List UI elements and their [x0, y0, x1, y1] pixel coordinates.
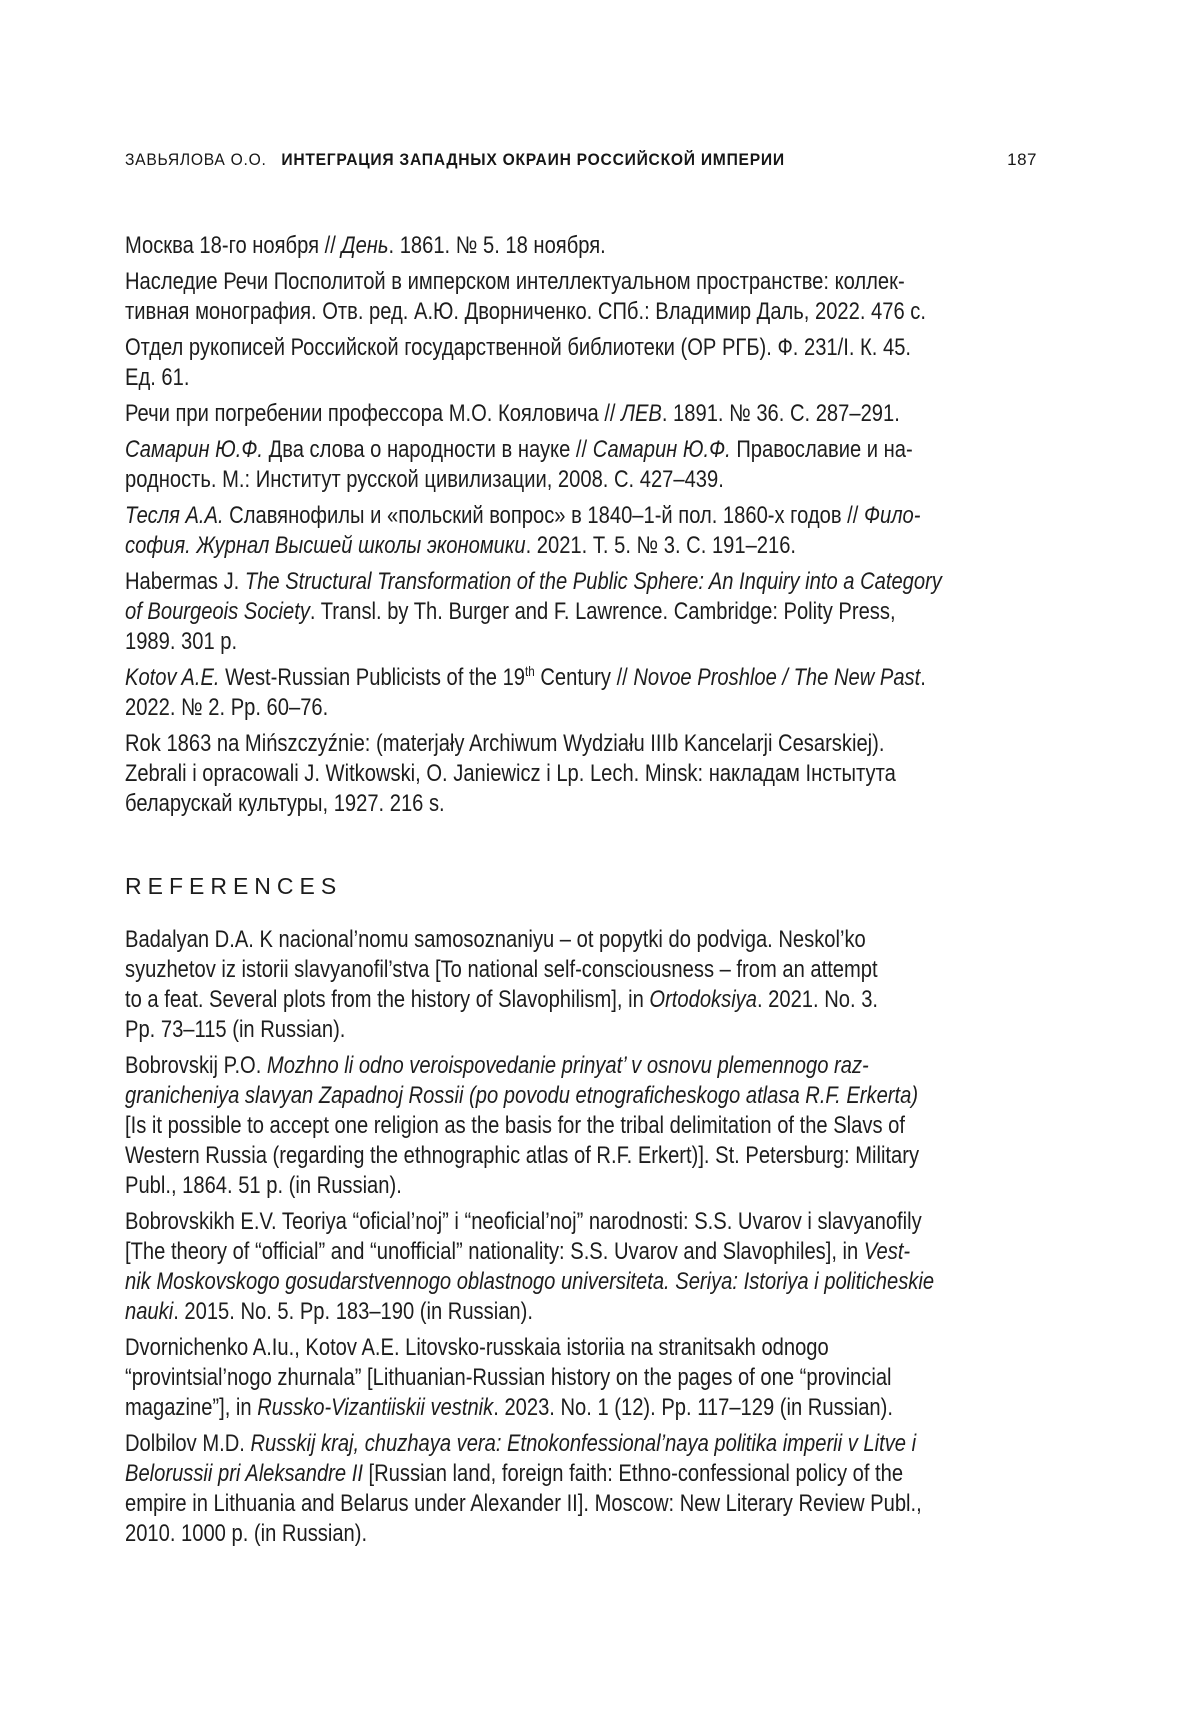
references-list [125, 925, 1037, 1549]
reference-entry: Kotov A.E. West-Russian Publicists of the 19th Century // Novoe Proshloe / The New Past. 2022. № 2. Pp. 60–76. [125, 663, 926, 721]
bibliography-list [125, 231, 1037, 819]
reference-entry: Bobrovskij P.O. Mozhno li odno veroispovedanie prinyat’ v osnovu plemennogo raz- granicheniya slavyan Zapadnoj Rossii (po povodu etnograficheskogo atlasa R.F. Erkerta) [Is it possible to accept one religion as the basis for the tribal delimitation of the Slavs of Western Russia (regarding the ethnographic atlas of R.F. Erkert)]. St. Petersburg: Military Publ., 1864. 51 p. (in Russian). [125, 1052, 920, 1199]
reference-entry: Dvornichenko A.Iu., Kotov A.E. Litovsko-russkaia istoriia na stranitsakh odnogo “provintsial’nogo zhurnala” [Lithuanian-Russian history on the pages of one “provincial magazine”], in Russko-Vizantiiskii vestnik. 2023. No. 1 (12). Pp. 117–129 (in Russian). [125, 1334, 893, 1421]
page-content [125, 231, 1037, 1555]
running-head-left [125, 150, 785, 170]
reference-entry: Наследие Речи Посполитой в имперском интеллектуальном пространстве: коллек- тивная монография. Отв. ред. А.Ю. Дворниченко. СПб.: Владимир Даль, 2022. 476 с. [125, 268, 926, 325]
reference-entry: Тесля А.А. Славянофилы и «польский вопрос» в 1840–1-й пол. 1860-х годов // Фило- софия. Журнал Высшей школы экономики. 2021. Т. 5. № 3. С. 191–216. [125, 502, 921, 559]
running-head-title: ИНТЕГРАЦИЯ ЗАПАДНЫХ ОКРАИН РОССИЙСКОЙ ИМПЕРИИ [281, 150, 785, 169]
reference-entry: Bobrovskikh E.V. Teoriya “oficial’noj” i “neoficial’noj” narodnosti: S.S. Uvarov i slavyanofily [The theory of “official” and “unofficial” nationality: S.S. Uvarov and Slavophiles], in Vest- nik Moskovskogo gosudarstvennogo oblastnogo universiteta. Seriya: Istoriya i politicheskie nauki. 2015. No. 5. Pp. 183–190 (in Russian). [125, 1208, 935, 1325]
reference-entry: Самарин Ю.Ф. Два слова о народности в науке // Самарин Ю.Ф. Православие и на- родность. М.: Институт русской цивилизации, 2008. С. 427–439. [125, 436, 913, 493]
reference-entry: Dolbilov M.D. Russkij kraj, chuzhaya vera: Etnokonfessional’naya politika imperii v Litve i Belorussii pri Aleksandre II [Russian land, foreign faith: Ethno-confessional policy of the empire in Lithuania and Belarus under Alexander II]. Moscow: New Literary Review Publ., 2010. 1000 p. (in Russian). [125, 1430, 922, 1547]
reference-entry: Речи при погребении профессора М.О. Кояловича // ЛЕВ. 1891. № 36. С. 287–291. [125, 400, 900, 427]
references-heading: REFERENCES [125, 873, 343, 899]
reference-entry: Rok 1863 na Mińszczyźnie: (materjały Archiwum Wydziału IIIb Kancelarji Cesarskiej). Zebrali i opracowali J. Witkowski, O. Janiewicz i Lp. Lech. Minsk: накладам Інстытута беларускай культуры, 1927. 216 s. [125, 730, 896, 817]
reference-entry: Badalyan D.A. K nacional’nomu samosoznaniyu – ot popytki do podviga. Neskol’ko syuzhetov iz istorii slavyanofil’stva [To national self-consciousness – from an attempt to a feat. Several plots from the history of Slavophilism], in Ortodoksiya. 2021. No. 3. Pp. 73–115 (in Russian). [125, 926, 879, 1043]
reference-entry: Москва 18-го ноября // День. 1861. № 5. 18 ноября. [125, 232, 606, 259]
reference-entry: Отдел рукописей Российской государственной библиотеки (ОР РГБ). Ф. 231/I. К. 45. Ед. 61. [125, 334, 912, 391]
page-number: 187 [1007, 150, 1037, 169]
running-head [125, 150, 1037, 170]
reference-entry: Habermas J. The Structural Transformation of the Public Sphere: An Inquiry into a Category of Bourgeois Society. Transl. by Th. Burger and F. Lawrence. Cambridge: Polity Press, 1989. 301 p. [125, 568, 942, 655]
running-head-author: ЗАВЬЯЛОВА О.О. [125, 150, 267, 169]
